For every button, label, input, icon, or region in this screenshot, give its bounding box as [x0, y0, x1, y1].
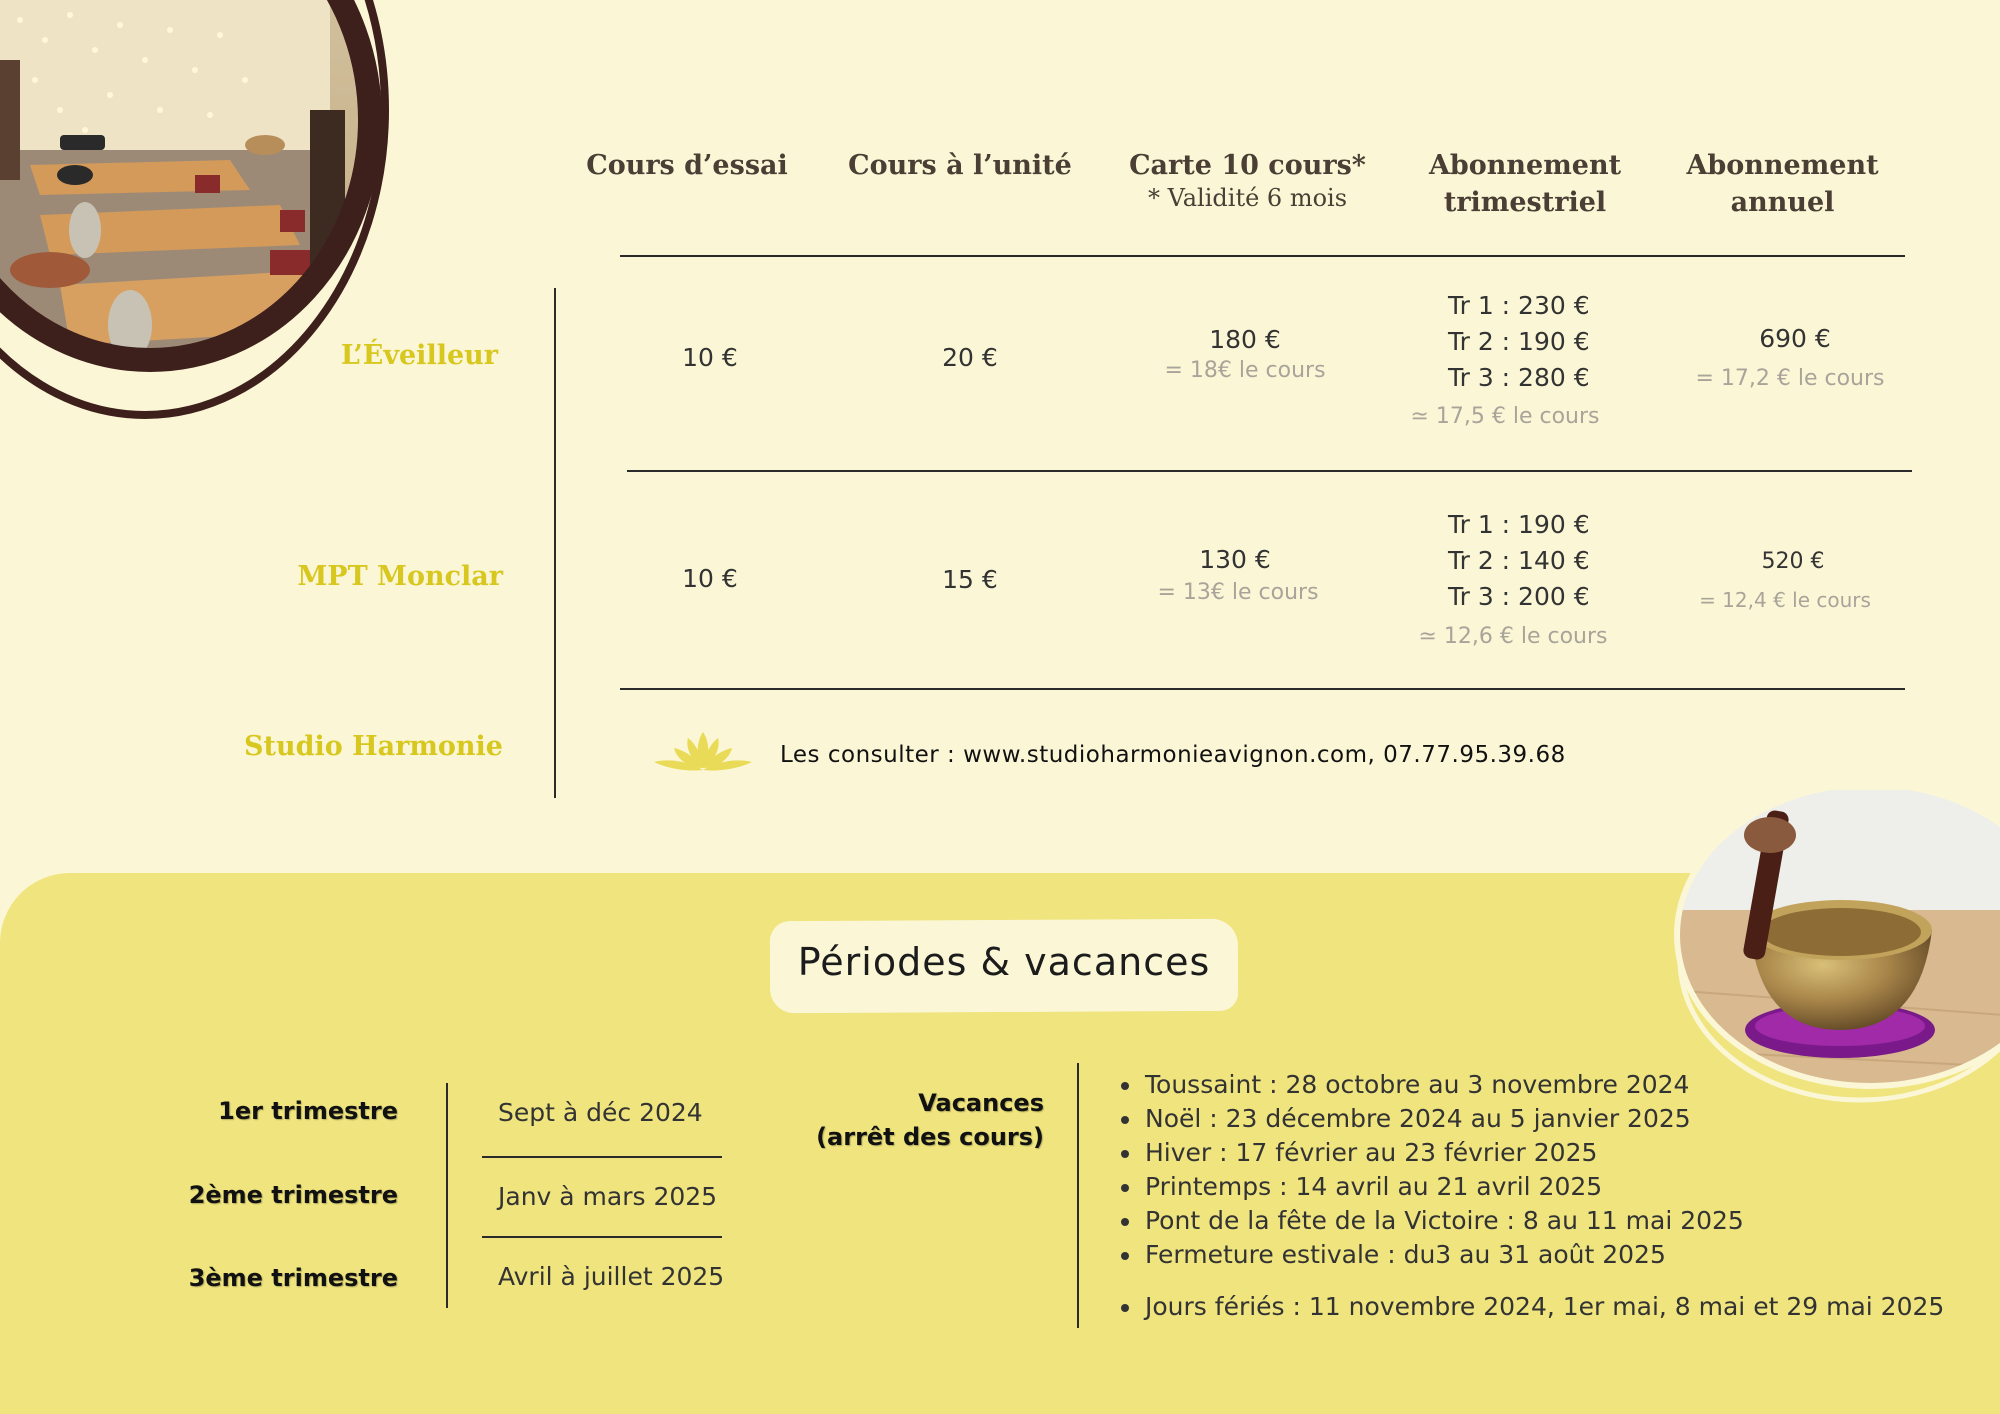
holiday-item: Hiver : 17 février au 23 février 2025 — [1119, 1136, 1744, 1170]
divider-row2 — [620, 688, 1905, 690]
holiday-list — [1119, 1068, 1744, 1272]
price-unite: 20 € — [942, 343, 998, 372]
price-essai: 10 € — [682, 343, 738, 372]
venue-divider — [554, 288, 556, 798]
trimestre-divider-1 — [482, 1156, 722, 1158]
trimestre-divider-2 — [482, 1236, 722, 1238]
header-trimestriel-l2: trimestriel — [1443, 187, 1607, 218]
header-carte: Carte 10 cours* — [1129, 150, 1366, 181]
price-tr-note: ≃ 17,5 € le cours — [1410, 404, 1600, 429]
price-annuel-note: = 17,2 € le cours — [1695, 366, 1885, 391]
trimestre-3-value: Avril à juillet 2025 — [498, 1262, 725, 1291]
price-unite: 15 € — [942, 565, 998, 594]
holiday-item: Toussaint : 28 octobre au 3 novembre 2024 — [1119, 1068, 1744, 1102]
lotus-icon — [652, 728, 754, 772]
venue-eveilleur: L’Éveilleur — [340, 340, 498, 371]
vacances-label: Vacances — [918, 1089, 1044, 1117]
price-carte: 180 € — [1209, 325, 1281, 354]
vacances-sublabel: (arrêt des cours) — [816, 1123, 1044, 1151]
trimestre-2-label: 2ème trimestre — [188, 1181, 398, 1209]
studio-contact: Les consulter : www.studioharmonieavignon.com, 07.77.95.39.68 — [780, 742, 1566, 768]
price-carte-note: = 13€ le cours — [1157, 580, 1319, 605]
price-annuel: 520 € — [1761, 549, 1825, 574]
price-essai: 10 € — [682, 564, 738, 593]
header-unite: Cours à l’unité — [848, 150, 1072, 181]
trimestres-divider — [446, 1083, 448, 1308]
price-tr-note: ≃ 12,6 € le cours — [1418, 624, 1608, 649]
holiday-item: Fermeture estivale : du3 au 31 août 2025 — [1119, 1238, 1744, 1272]
holiday-item: Printemps : 14 avril au 21 avril 2025 — [1119, 1170, 1744, 1204]
price-annuel: 690 € — [1759, 324, 1831, 353]
price-annuel-note: = 12,4 € le cours — [1699, 588, 1871, 612]
divider-row1 — [627, 470, 1912, 472]
feries-item: Jours fériés : 11 novembre 2024, 1er mai, 8 mai et 29 mai 2025 — [1119, 1290, 1944, 1324]
venue-studio-harmonie: Studio Harmonie — [243, 731, 503, 762]
price-carte: 130 € — [1199, 545, 1271, 574]
header-essai: Cours d’essai — [586, 150, 788, 181]
price-tr1: Tr 1 : 230 € — [1448, 291, 1590, 320]
feries-list — [1119, 1290, 1944, 1324]
header-carte-note: * Validité 6 mois — [1147, 184, 1348, 212]
venue-monclar: MPT Monclar — [297, 561, 503, 592]
price-carte-note: = 18€ le cours — [1164, 358, 1326, 383]
header-trimestriel-l1: Abonnement — [1428, 150, 1622, 181]
trimestre-2-value: Janv à mars 2025 — [498, 1182, 718, 1211]
periods-title: Périodes & vacances — [797, 940, 1211, 984]
header-annuel-l1: Abonnement — [1686, 150, 1879, 181]
price-tr3: Tr 3 : 280 € — [1448, 363, 1590, 392]
holiday-item: Noël : 23 décembre 2024 au 5 janvier 2025 — [1119, 1102, 1744, 1136]
price-tr2: Tr 2 : 140 € — [1448, 546, 1590, 575]
price-tr3: Tr 3 : 200 € — [1448, 582, 1590, 611]
vacances-divider — [1077, 1063, 1079, 1328]
trimestre-3-label: 3ème trimestre — [188, 1264, 398, 1292]
trimestre-1-label: 1er trimestre — [218, 1097, 398, 1125]
trimestre-1-value: Sept à déc 2024 — [498, 1098, 703, 1127]
price-tr1: Tr 1 : 190 € — [1448, 510, 1590, 539]
divider-header — [620, 255, 1905, 257]
holiday-item: Pont de la fête de la Victoire : 8 au 11 mai 2025 — [1119, 1204, 1744, 1238]
price-tr2: Tr 2 : 190 € — [1448, 327, 1590, 356]
header-annuel-l2: annuel — [1730, 187, 1835, 218]
